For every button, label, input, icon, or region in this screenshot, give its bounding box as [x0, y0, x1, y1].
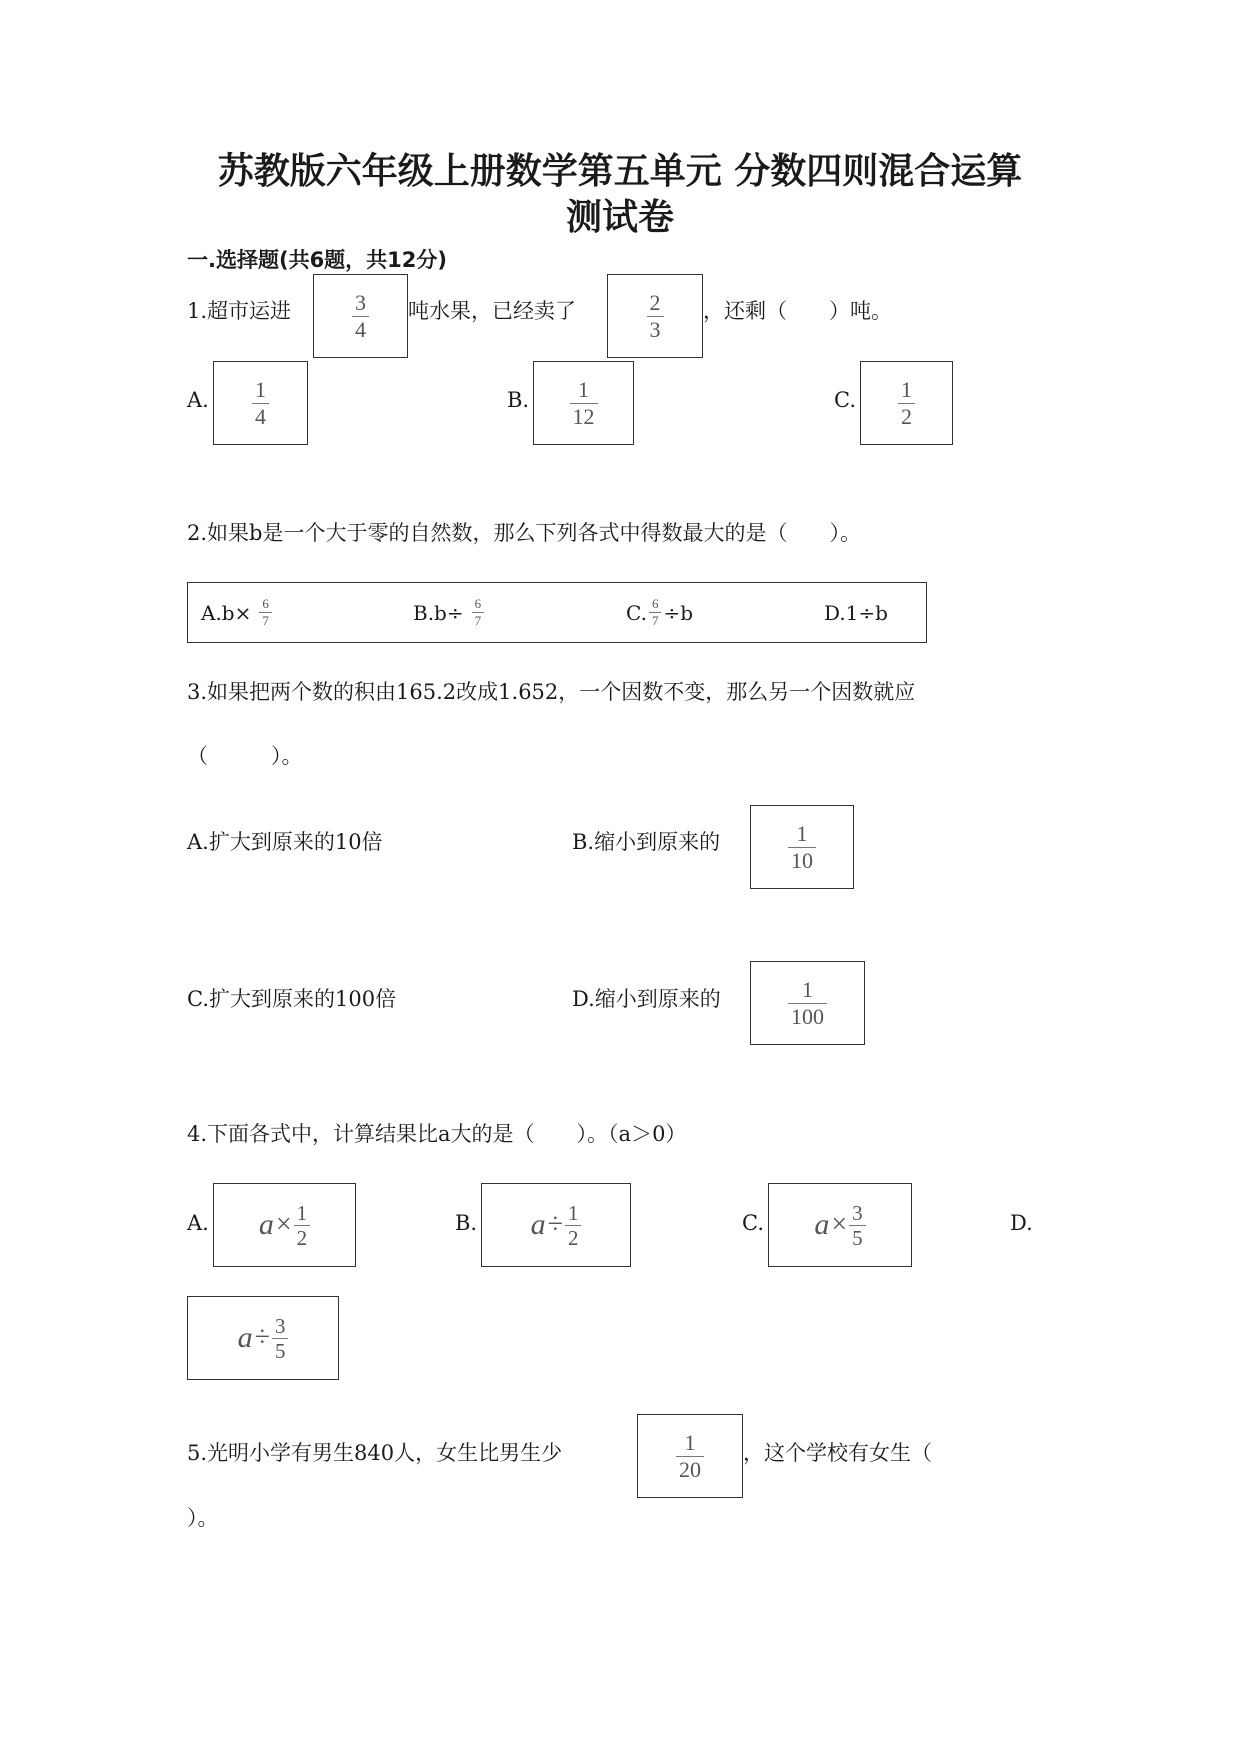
q4-option-d-box[interactable]: [187, 1296, 339, 1380]
q4-od-op: ÷: [254, 1322, 270, 1353]
q4-od-var: a: [237, 1321, 253, 1354]
q4-oa-op: ×: [275, 1209, 292, 1240]
q5-text-part1: 5.光明小学有男生840人，女生比男生少: [187, 1441, 563, 1465]
q1-text-part1: 1.超市运进: [187, 299, 292, 323]
q3-option-d[interactable]: D.缩小到原来的: [572, 987, 721, 1011]
q2-ob-den: 7: [474, 613, 482, 628]
q4-od-den: 5: [274, 1338, 286, 1363]
q1-text-part3: ，还剩（ ）吨。: [703, 299, 892, 323]
q4-oc-op: ×: [831, 1209, 848, 1240]
q3-ob-num: 1: [796, 820, 808, 846]
q2-oc-num: 6: [651, 596, 659, 611]
q4-od-num: 3: [274, 1313, 286, 1338]
q1-option-c-label[interactable]: C.: [834, 388, 856, 412]
q1-option-c-box[interactable]: [860, 361, 953, 445]
q2-od-pre: D.1÷b: [824, 601, 888, 625]
q3-option-d-fraction-box[interactable]: [750, 961, 865, 1045]
q2-option-a[interactable]: [201, 597, 272, 628]
q1-option-a-label[interactable]: A.: [187, 388, 209, 412]
q4-option-b-label[interactable]: B.: [455, 1211, 478, 1235]
q4-option-c-label[interactable]: C.: [742, 1211, 764, 1235]
q4-ob-op: ÷: [547, 1209, 563, 1240]
q2-ob-pre: B.b÷: [413, 600, 464, 625]
q2-oa-pre: A.b×: [201, 600, 252, 625]
q4-option-a-label[interactable]: A.: [187, 1211, 209, 1235]
q2-option-d[interactable]: [824, 601, 888, 625]
q4-text: 4.下面各式中，计算结果比a大的是（ ）。（a＞0）: [187, 1122, 687, 1146]
q3-text-line1: 3.如果把两个数的积由165.2改成1.652，一个因数不变，那么另一个因数就应: [187, 680, 916, 704]
q3-option-b[interactable]: B.缩小到原来的: [572, 830, 721, 854]
q1-oc-num: 1: [901, 376, 912, 402]
q2-options-box: [187, 582, 927, 643]
q2-option-c[interactable]: [626, 597, 693, 628]
q1-f1-den: 4: [355, 316, 366, 342]
q4-oc-den: 5: [852, 1225, 863, 1250]
q2-oc-pre: C.: [626, 600, 647, 625]
q4-oa-var: a: [258, 1208, 274, 1241]
q5-f-den: 20: [679, 1456, 701, 1482]
q3-ob-den: 10: [791, 847, 813, 873]
q1-oa-den: 4: [255, 403, 266, 429]
q1-option-b-box[interactable]: [533, 361, 634, 445]
section-heading: 一.选择题(共6题，共12分): [187, 248, 448, 272]
q4-oc-num: 3: [852, 1200, 863, 1225]
q4-option-c-box[interactable]: [768, 1183, 912, 1267]
q4-oa-den: 2: [296, 1225, 308, 1250]
q1-f2-num: 2: [649, 289, 661, 315]
q2-text: 2.如果b是一个大于零的自然数，那么下列各式中得数最大的是（ ）。: [187, 521, 861, 545]
q2-option-b[interactable]: [413, 597, 484, 628]
q5-f-num: 1: [684, 1429, 696, 1455]
q4-option-d-label[interactable]: D.: [1010, 1211, 1033, 1235]
q4-oc-var: a: [814, 1208, 830, 1241]
q1-oa-num: 1: [255, 376, 266, 402]
q3-od-den: 100: [791, 1003, 824, 1029]
q3-od-num: 1: [802, 976, 813, 1002]
q2-oc-post: ÷b: [663, 600, 694, 625]
q2-oa-num: 6: [262, 596, 269, 611]
q3-option-a[interactable]: A.扩大到原来的10倍: [187, 830, 383, 854]
q1-ob-num: 1: [578, 376, 589, 402]
q4-oa-num: 1: [296, 1200, 308, 1225]
q4-option-a-box[interactable]: [213, 1183, 356, 1267]
q2-oc-den: 7: [651, 613, 659, 628]
q3-text-line2: （ ）。: [187, 744, 303, 768]
q5-text-part2: ，这个学校有女生（: [743, 1441, 932, 1465]
q2-oa-den: 7: [262, 613, 269, 628]
q1-f2-den: 3: [649, 316, 661, 342]
page-title: 苏教版六年级上册数学第五单元 分数四则混合运算: [217, 151, 1023, 192]
q1-text-part2: 吨水果，已经卖了: [408, 299, 576, 323]
q2-ob-num: 6: [474, 596, 482, 611]
q1-option-b-label[interactable]: B.: [507, 388, 530, 412]
q4-option-b-box[interactable]: [481, 1183, 631, 1267]
q5-text-line2: ）。: [187, 1506, 219, 1530]
q3-option-b-fraction-box[interactable]: [750, 805, 854, 889]
q4-ob-num: 1: [567, 1200, 579, 1225]
q1-fraction-box-1: [313, 274, 408, 358]
q5-fraction-box: [637, 1414, 743, 1498]
q1-fraction-box-2: [607, 274, 703, 358]
q4-ob-var: a: [530, 1208, 546, 1241]
q3-option-c[interactable]: C.扩大到原来的100倍: [187, 987, 397, 1011]
page-title-line2: 测试卷: [565, 197, 674, 238]
q1-option-a-box[interactable]: [213, 361, 308, 445]
q1-oc-den: 2: [901, 403, 912, 429]
q4-ob-den: 2: [567, 1225, 579, 1250]
q1-ob-den: 12: [572, 403, 595, 429]
q1-f1-num: 3: [355, 289, 366, 315]
